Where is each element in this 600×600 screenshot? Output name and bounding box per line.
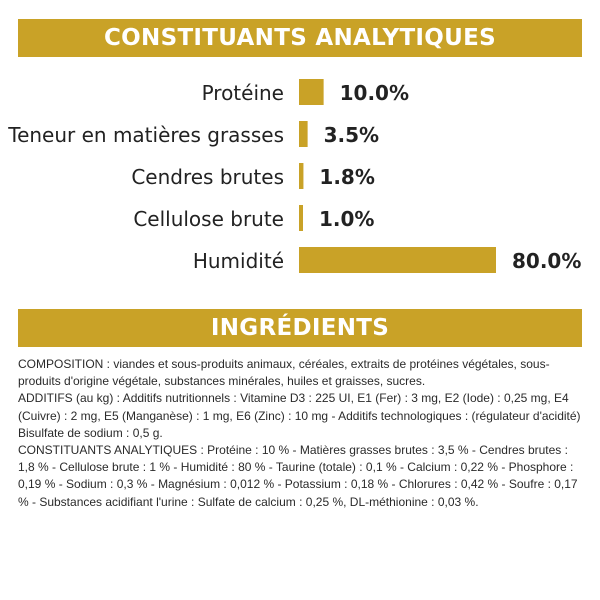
category-label-humidite: Humidité	[192, 249, 284, 273]
constituants-header	[18, 19, 582, 57]
category-label-cellulose-brute: Cellulose brute	[133, 207, 284, 231]
category-label-cendres-brutes: Cendres brutes	[131, 165, 284, 189]
ingredients-text	[18, 356, 584, 511]
nutrient-bar-chart	[0, 60, 600, 300]
value-label-cellulose-brute: 1.0%	[319, 207, 375, 231]
value-label-teneur-en-matieres-grasses: 3.5%	[323, 123, 380, 147]
value-label-humidite: 80.0%	[512, 249, 582, 273]
additifs-text: ADDITIFS (au kg) : Additifs nutritionnels : Vitamine D3 : 225 UI, E1 (Fer) : 3 mg, E2 (Iode) : 0,25 mg, E4 (Cuivre) : 2 mg, E5 (Manganèse) : 1 mg, E6 (Zinc) : 10 mg - Additifs technologiques : (régulateur d'acidité) Bisulfate de sodium : 0,5 g.	[18, 391, 581, 440]
bar-teneur-en-matieres-grasses	[299, 121, 308, 147]
value-label-cendres-brutes: 1.8%	[319, 165, 375, 189]
bar-cellulose-brute	[299, 205, 303, 231]
bar-proteine	[299, 79, 324, 105]
constituants-text: CONSTITUANTS ANALYTIQUES : Protéine : 10 % - Matières grasses brutes : 3,5 % - Cendres brutes : 1,8 % - Cellulose brute : 1 % - Humidité : 80 % - Taurine (totale) : 0,1 % - Calcium : 0,22 % - Phosphore : 0,19 % - Sodium : 0,3 % - Magnésium : 0,012 % - Potassium : 0,18 % - Chlorures : 0,42 % - Soufre : 0,17 % - Substances acidifiant l'urine : Sulfate de calcium : 0,25 %, DL-méthionine : 0,03 %.	[18, 443, 578, 509]
category-label-proteine: Protéine	[201, 81, 284, 105]
bar-cendres-brutes	[299, 163, 303, 189]
ingredients-header-title: INGRÉDIENTS	[210, 315, 390, 341]
bar-humidite	[299, 247, 496, 273]
ingredients-header	[18, 309, 582, 347]
category-label-teneur-en-matieres-grasses: Teneur en matières grasses	[8, 123, 284, 147]
constituants-header-title: CONSTITUANTS ANALYTIQUES	[104, 25, 496, 51]
value-label-proteine: 10.0%	[339, 81, 410, 105]
composition-text: COMPOSITION : viandes et sous-produits animaux, céréales, extraits de protéines végétales, sous-produits d'origine végétale, substances minérales, huiles et graisses, sucres.	[18, 357, 550, 389]
